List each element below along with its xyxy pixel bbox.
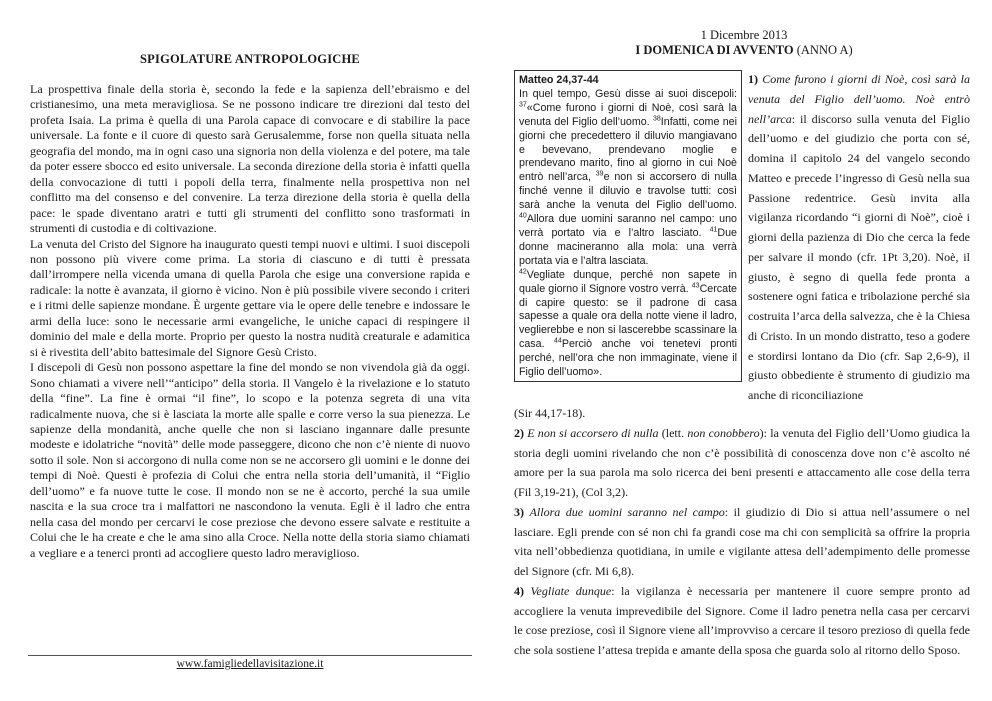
essay-paragraph: I discepoli di Gesù non possono aspettare la fine del mondo se non vivendola già da oggi. Sono chiamati a vivere nell’“anticipo” della storia. Il Vangelo è la rivelazione e lo statuto della “fine”. La fine è ormai “il fine”, lo scopo e la potenza segreta di una vita radicalmente nuova, che si è lasciata la morte alle spalle e corre verso la sua pienezza. Le sapienze della mondanità, anche quelle che non si lasciano ingannare dalle presunte modeste e idolatriche “novità” delle mode passeggere, dicono che non c’è niente di nuovo sotto il sole. Non si accorgono di nulla come non se ne accorsero gli uomini e le donne dei tempi di Noè. Questi è profezia di Colui che entra nella storia dell’umanità, il “Figlio dell’uomo” e fa nuove tutte le cose. Il mondo non se ne è accorto, perché la sua umile nascita e la sua croce tra i malfattori ne nascondono la venuta. Egli è il ladro che entra nella casa del mondo per cercarvi le cose preziose che devono essere salvate e restituite a Colui che le ha create e che le ama sino alla Croce. Nella notte della storia siamo chiamati a vegliare e a tenerci pronti ad accogliere questo ladro meraviglioso. — [30, 360, 470, 560]
essay-paragraph: La prospettiva finale della storia è, secondo la fede e la sapienza dell’ebraismo e del cristianesimo, una meta meravigliosa. Se ne possono indicare tre direzioni dal testo del profeta Isaia. La prima è quella di una Parola capace di convocare e di stabilire la pace universale. La fonte e il cuore di questo sarà Gerusalemme, forse non quella situata nella geografia del mondo, ma in ogni caso una signoria non della violenza e del potere, ma tale da poter essere sbocco ed esito universale. La seconda direzione della storia è infatti quella della convocazione di tutti i popoli della terra, finalmente nella prospettiva non nel conflitto ma del consenso e del convenire. La terza direzione della storia è quella della pace: le spade diventano aratri e tutti gli strumenti del conflitto sono trasformati in strumenti di custodia e di coltivazione. — [30, 82, 470, 236]
commentary-quote: Vegliate dunque — [530, 583, 612, 598]
commentary-text: ): la venuta del Figlio dell’Uomo giudica la storia degli uomini rivelando che non c’è possibilità di conoscenza dove non c’è ascolto né amore per la sua parola ma solo ricerca dei beni presenti e attaccamento alle cose della terra (Fil 3,19-21), (Col 3,2). — [514, 425, 971, 499]
commentary-item-4 — [514, 582, 970, 661]
liturgy-title-year: (ANNO A) — [793, 43, 853, 57]
verse-text: Allora due uomini saranno nel campo: uno verrà portato via e l’altro lasciato. — [519, 213, 737, 239]
verse-text: e non si accorsero di nulla finché venne il diluvio e travolse tutti: così sarà anche la venuta del Figlio dell’uomo. — [519, 171, 737, 212]
verse-text: Perciò anche voi tenetevi pronti perché, nell’ora che non immaginate, viene il Figlio dell’uomo». — [519, 338, 737, 379]
section-title: SPIGOLATURE ANTROPOLOGICHE — [140, 52, 360, 66]
verse-number: 41 — [709, 226, 718, 234]
website-link[interactable]: www.famigliedellavisitazione.it — [176, 658, 324, 670]
verse-number: 40 — [519, 212, 527, 220]
verse-number: 42 — [519, 268, 527, 276]
verse-number: 39 — [595, 170, 604, 178]
commentary-quote: Allora due uomini saranno nel campo — [529, 504, 725, 519]
commentary-quote: E non si accorsero di nulla — [527, 425, 659, 440]
footer-divider — [28, 655, 472, 656]
liturgy-title-main: I DOMENICA DI AVVENTO — [635, 43, 794, 57]
commentary-continued — [514, 404, 970, 661]
gospel-text — [519, 88, 737, 269]
gospel-intro: In quel tempo, Gesù disse ai suoi discepoli: — [519, 87, 737, 100]
verse-number: 37 — [519, 101, 527, 109]
verse-text: Cercate di capire questo: se il padrone di casa sapesse a quale ora della notte viene il ladro, veglierebbe e non si lascerebbe scassinare la casa. — [519, 282, 737, 351]
verse-text: Infatti, come nei giorni che precedettero il diluvio mangiavano e bevevano, prendevano moglie e prendevano marito, fino al giorno in cui Noè entrò nell’arca, — [519, 115, 737, 184]
verse-text: «Come furono i giorni di Noè, così sarà la venuta del Figlio dell’uomo. — [519, 101, 737, 128]
verse-text: Vegliate dunque, perché non sapete in quale giorno il Signore vostro verrà. — [519, 268, 737, 295]
gospel-reference: Matteo 24,37-44 — [519, 74, 599, 86]
commentary-number: 3) — [514, 504, 525, 519]
essay-paragraph: La venuta del Cristo del Signore ha inaugurato questi tempi nuovi e ultimi. I suoi discepoli non possono più vivere come prima. La storia di ciascuno e di tutti è pressata dall’irrompere nella vicenda umana di quella Parola che esige una conversione rapida e radicale: la notte è avanzata, il giorno è vicino. Non è più possibile vivere secondo i criteri e i ritmi delle sapienze mondane. È urgente gettare via le opere delle tenebre e indossare le armi della luce: sono le necessarie armi evangeliche, le uniche capaci di respingere il dominio del male e della morte. Proprio per questo la nostra nudità creaturale e adamitica si è rivestita dell’abito battesimale del Signore Gesù Cristo. — [30, 236, 470, 359]
verse-number: 43 — [691, 282, 700, 290]
commentary-text: : il discorso sulla venuta del Figlio dell’uomo e del giudizio che porta con sé, domina il capitolo 24 del vangelo secondo Matteo e precede l’ingresso di Gesù nella sua Passione redentrice. Gesù invita alla vigilanza ricordando “i giorni di Noè”, cioè i giorni della pazienza di Dio che cerca la fede per salvare il mondo (cfr. 1Pt 3,20). Noè, il giusto, è segno di quella fede pronta a sostenere ogni fatica e tribolazione perché sia costruita l’arca della salvezza, che è la Chiesa di Cristo. In un mondo distratto, teso a godere e stordirsi lontano da Dio (cfr. Sap 2,6-9), il giusto obbediente è strumento di giudizio ma anche di riconciliazione — [748, 111, 970, 402]
liturgy-title — [496, 43, 992, 58]
commentary-tail: (Sir 44,17-18). — [514, 406, 586, 420]
essay-body — [30, 82, 470, 561]
commentary-text: : la vigilanza è necessaria per mantenere il cuore sempre pronto ad accogliere la venuta imprevedibile del Signore. Come il ladro penetra nella casa per cercarvi le cose preziose, così il Signore viene all’improvviso a cercare il tesoro prezioso di quella fede che sola sostiene l’attesa trepida e amante della sposa che guarda solo al ritorno dello Sposo. — [514, 583, 970, 657]
commentary-quote: non conobbero — [687, 425, 760, 440]
right-page — [496, 0, 992, 701]
gospel-text — [519, 269, 737, 380]
commentary-number: 4) — [514, 583, 525, 598]
commentary-item-3 — [514, 503, 970, 582]
liturgy-date: 1 Dicembre 2013 — [700, 28, 788, 42]
commentary-item-2 — [514, 424, 970, 503]
commentary-text: : il giudizio di Dio si attua nell’assumere o nel lasciare. Egli prende con sé non chi fa grandi cose ma chi con semplicità sa offrire la propria vita nell’obbedienza quotidiana, in umile e vigilante attesa dell’adempimento delle promesse del Signore (cfr. Mi 6,8). — [514, 504, 970, 578]
commentary-number: 2) — [514, 425, 525, 440]
commentary-item-1 — [748, 70, 970, 406]
verse-number: 38 — [653, 115, 661, 123]
commentary-quote: Come furono i giorni di Noè, così sarà la venuta del Figlio dell’uomo. Noè entrò nell’arca — [748, 72, 970, 126]
verse-text: Due donne macineranno alla mola: una verrà portata via e l’altra lasciata. — [519, 226, 737, 267]
commentary-number: 1) — [748, 72, 759, 86]
gospel-box — [514, 70, 742, 382]
commentary-text: (lett. — [658, 425, 688, 440]
verse-number: 44 — [554, 337, 562, 345]
